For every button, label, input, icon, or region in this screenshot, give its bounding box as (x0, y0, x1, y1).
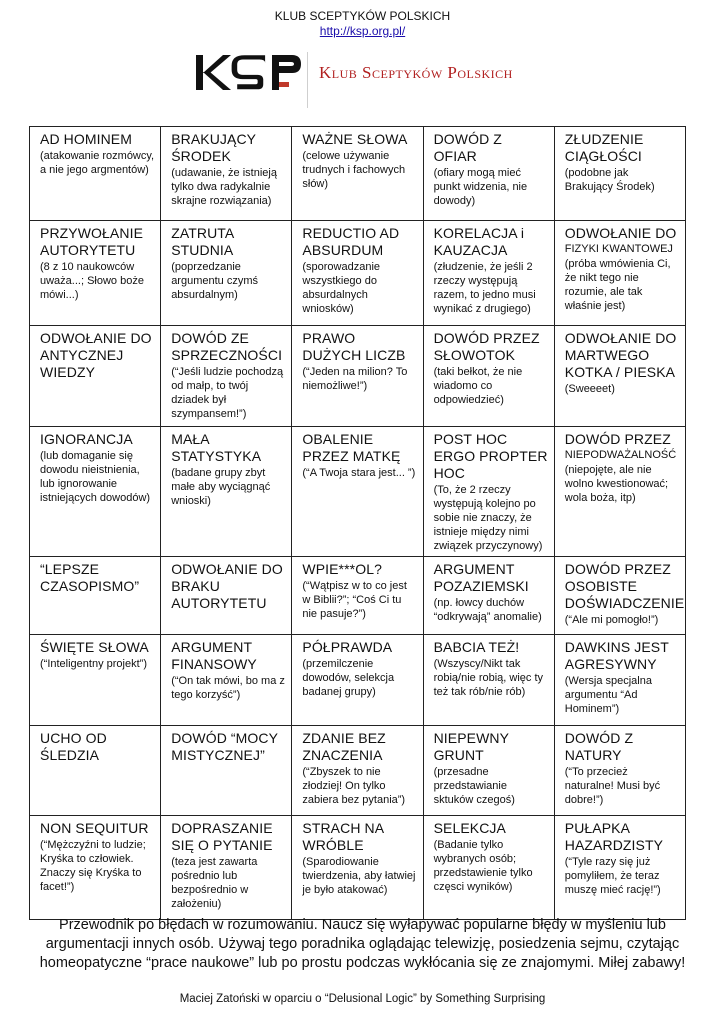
fallacy-title: SELEKCJA (433, 820, 506, 836)
fallacy-cell (554, 221, 685, 326)
fallacy-cell (554, 427, 685, 557)
fallacy-cell (161, 221, 292, 326)
site-link-line (0, 24, 725, 38)
fallacy-title: BRAKUJĄCY ŚRODEK (171, 131, 256, 164)
fallacy-description: (badane grupy zbyt małe aby wyciągnąć wnioski) (171, 467, 271, 507)
fallacy-title: NIEPEWNY GRUNT (433, 730, 509, 763)
fallacy-title: OBALENIE PRZEZ MATKĘ (302, 431, 401, 464)
fallacy-description: (“Mężczyźni to ludzie; Kryśka to człowiek. Znaczy się Kryśka to facet!”) (40, 839, 146, 893)
fallacy-cell (292, 221, 423, 326)
fallacy-description: (“Ale mi pomogło!”) (564, 614, 659, 626)
fallacy-description: (ofiary mogą mieć punkt widzenia, nie dowody) (433, 167, 528, 207)
fallacy-description: (8 z 10 naukowców uważa...; Słowo boże mówi...) (40, 261, 144, 301)
fallacy-cell (554, 127, 685, 221)
fallacy-title: POST HOC ERGO PROPTER HOC (433, 431, 548, 481)
fallacy-cell (554, 326, 685, 427)
fallacy-cell (161, 326, 292, 427)
footer-description: Przewodnik po błędach w rozumowaniu. Naucz się wyłapywać popularne błędy w myśleniu lub argumentacji innych osób. Używaj tego poradnika oglądając telewizję, posiedzenia sejmu, czytając homeopatyczne “prace naukowe” lub po prostu podczas wykłócania się ze znajomymi. Miłej zabawy! (39, 917, 686, 971)
fallacy-cell (292, 127, 423, 221)
fallacy-description: (złudzenie, że jeśli 2 rzeczy występują razem, to jedno musi wynikać z drugiego) (433, 261, 536, 315)
fallacy-title: PÓŁPRAWDA (302, 639, 393, 655)
fallacy-cell (292, 326, 423, 427)
grid-row (30, 635, 686, 726)
fallacy-description: (atakowanie rozmówcy, a nie jego argmentów) (40, 150, 155, 176)
fallacy-cell (423, 557, 554, 635)
fallacy-description: (“Jeśli ludzie pochodzą od małp, to twój dziadek był szympansem!”) (171, 366, 284, 420)
fallacy-title: PRAWO DUŻYCH LICZB (302, 330, 406, 363)
fallacy-cell (161, 427, 292, 557)
site-link[interactable]: http://ksp.org.pl/ (319, 24, 406, 38)
fallacy-cell (423, 326, 554, 427)
fallacy-cell (554, 726, 685, 816)
fallacy-title: DOWÓD “MOCY MISTYCZNEJ” (171, 730, 278, 763)
fallacy-cell (554, 635, 685, 726)
fallacy-cell (292, 816, 423, 920)
grid-row (30, 326, 686, 427)
grid-row (30, 427, 686, 557)
fallacy-title: REDUCTIO AD ABSURDUM (302, 225, 400, 258)
fallacy-description: (teza jest zawarta pośrednio lub bezpośrednio w założeniu) (171, 856, 258, 910)
fallacy-cell (423, 816, 554, 920)
fallacy-cell (554, 816, 685, 920)
fallacy-cell (30, 127, 161, 221)
fallacy-bingo-grid (29, 126, 686, 920)
fallacy-title: WAŻNE SŁOWA (302, 131, 408, 147)
fallacy-title: DOWÓD PRZEZ OSOBISTE DOŚWIADCZENIE (564, 561, 685, 611)
fallacy-description: (niepojęte, ale nie wolno kwestionować; wola boża, itp) (564, 464, 669, 504)
fallacy-cell (292, 557, 423, 635)
fallacy-cell (161, 635, 292, 726)
fallacy-cell (30, 726, 161, 816)
fallacy-description: (Wszyscy/Nikt tak robią/nie robią, więc ty też tak rób/nie rób) (433, 658, 544, 698)
fallacy-cell (30, 221, 161, 326)
fallacy-title: ODWOŁANIE DO (564, 225, 677, 241)
fallacy-title: STRACH NA WRÓBLE (302, 820, 384, 853)
grid-row (30, 816, 686, 920)
fallacy-title: DOWÓD PRZEZ SŁOWOTOK (433, 330, 540, 363)
fallacy-description: (“To przecież naturalne! Musi być dobre!”) (564, 766, 661, 806)
fallacy-title: DOWÓD Z NATURY (564, 730, 634, 763)
fallacy-title: ZATRUTA STUDNIA (171, 225, 234, 258)
fallacy-description: (“Wątpisz w to co jest w Biblii?”; “Coś Ci tu nie pasuje?”) (302, 580, 407, 620)
fallacy-description: (sporowadzanie wszystkiego do absurdalnych wniosków) (302, 261, 381, 315)
logo-divider (307, 52, 308, 108)
fallacy-cell (292, 726, 423, 816)
fallacy-description: (próba wmówienia Ci, że nikt tego nie rozumie, ale tak właśnie jest) (564, 258, 671, 312)
grid-row (30, 557, 686, 635)
fallacy-cell (30, 427, 161, 557)
fallacy-cell (161, 557, 292, 635)
fallacy-title: ARGUMENT FINANSOWY (171, 639, 257, 672)
fallacy-description: (Sweeeet) (564, 383, 615, 395)
fallacy-cell (554, 557, 685, 635)
fallacy-title: NON SEQUITUR (40, 820, 149, 836)
fallacy-subtitle: FIZYKI KWANTOWEJ (564, 243, 673, 255)
fallacy-cell (30, 557, 161, 635)
fallacy-title: ARGUMENT POZAZIEMSKI (433, 561, 529, 594)
fallacy-description: (udawanie, że istnieją tylko dwa radykalnie skrajne rozwiązania) (171, 167, 277, 207)
fallacy-description: (“Jeden na milion? To niemożliwe!”) (302, 366, 408, 392)
fallacy-title: BABCIA TEŻ! (433, 639, 520, 655)
fallacy-description: (podobne jak Brakujący Środek) (564, 167, 655, 193)
fallacy-title: PRZYWOŁANIE AUTORYTETU (40, 225, 144, 258)
fallacy-description: (poprzedzanie argumentu czymś absurdalnym) (171, 261, 258, 301)
fallacy-title: UCHO OD ŚLEDZIA (40, 730, 107, 763)
ksp-logo (196, 52, 536, 102)
fallacy-description: (Sparodiowanie twierdzenia, aby łatwiej je było atakować) (302, 856, 416, 896)
fallacy-title: “LEPSZE CZASOPISMO” (40, 561, 140, 594)
fallacy-cell (161, 816, 292, 920)
fallacy-title: ODWOŁANIE DO BRAKU AUTORYTETU (171, 561, 283, 611)
fallacy-description: (Wersja specjalna argumentu “Ad Hominem”) (564, 675, 652, 715)
fallacy-title: IGNORANCJA (40, 431, 133, 447)
fallacy-description: (“A Twoja stara jest... ”) (302, 467, 416, 479)
document-title: KLUB SCEPTYKÓW POLSKICH (274, 9, 451, 23)
fallacy-description: (taki bełkot, że nie wiadomo co odpowiedzieć) (433, 366, 523, 406)
fallacy-cell (30, 635, 161, 726)
grid-row (30, 127, 686, 221)
fallacy-cell (30, 326, 161, 427)
fallacy-description: (“Inteligentny projekt”) (40, 658, 147, 670)
ksp-logo-mark (196, 52, 302, 94)
fallacy-cell (423, 221, 554, 326)
fallacy-description: (To, że 2 rzeczy występują kolejno po sobie nie znaczy, że istnieje między nimi związek przyczynowy) (433, 484, 543, 552)
fallacy-description: (“Zbyszek to nie złodziej! On tylko zabiera bez pytania”) (302, 766, 406, 806)
fallacy-cell (423, 427, 554, 557)
fallacy-title: DOWÓD ZE SPRZECZNOŚCI (171, 330, 283, 363)
fallacy-title: KORELACJA i KAUZACJA (433, 225, 525, 258)
fallacy-description: (“On tak mówi, bo ma z tego korzyść”) (171, 675, 285, 701)
fallacy-cell (423, 635, 554, 726)
fallacy-description: (np. łowcy duchów “odkrywają” anomalie) (433, 597, 542, 623)
fallacy-cell (161, 726, 292, 816)
footer-credit: Maciej Zatoński w oparciu o “Delusional Logic” by Something Surprising (179, 993, 546, 1005)
fallacy-description: (“Tyle razy się już pomyliłem, że teraz muszę mieć rację!”) (564, 856, 661, 896)
fallacy-title: DAWKINS JEST AGRESYWNY (564, 639, 669, 672)
fallacy-description: (celowe używanie trudnych i fachowych słów) (302, 150, 406, 190)
fallacy-description: (Badanie tylko wybranych osób; przedstawienie tylko częsci wyników) (433, 839, 533, 893)
logo-wordmark: Klub Sceptyków Polskich (319, 63, 513, 82)
fallacy-title: AD HOMINEM (40, 131, 132, 147)
fallacy-title: ODWOŁANIE DO MARTWEGO KOTKA / PIESKA (564, 330, 677, 380)
fallacy-cell (292, 635, 423, 726)
fallacy-cell (423, 127, 554, 221)
fallacy-description: (lub domaganie się dowodu nieistnienia, lub ignorowanie istniejących dowodów) (40, 450, 151, 504)
fallacy-title: WPIE***OL? (302, 561, 382, 577)
fallacy-title: MAŁA STATYSTYKA (171, 431, 262, 464)
fallacy-title: DOWÓD Z OFIAR (433, 131, 502, 164)
fallacy-cell (161, 127, 292, 221)
fallacy-title: PUŁAPKA HAZARDZISTY (564, 820, 664, 853)
fallacy-title: ZDANIE BEZ ZNACZENIA (302, 730, 386, 763)
fallacy-description: (przesadne przedstawianie sktuków czegoś) (433, 766, 515, 806)
fallacy-title: DOWÓD PRZEZ (564, 431, 671, 447)
grid-row (30, 221, 686, 326)
fallacy-title: ŚWIĘTE SŁOWA (40, 639, 149, 655)
fallacy-title: ODWOŁANIE DO ANTYCZNEJ WIEDZY (40, 330, 152, 380)
fallacy-cell (30, 816, 161, 920)
fallacy-title: DOPRASZANIE SIĘ O PYTANIE (171, 820, 273, 853)
fallacy-description: (przemilczenie dowodów, selekcja badanej grupy) (302, 658, 395, 698)
fallacy-title: ZŁUDZENIE CIĄGŁOŚCI (564, 131, 644, 164)
fallacy-cell (423, 726, 554, 816)
fallacy-subtitle: NIEPODWAŻALNOŚĆ (564, 449, 677, 461)
fallacy-cell (292, 427, 423, 557)
grid-row (30, 726, 686, 816)
